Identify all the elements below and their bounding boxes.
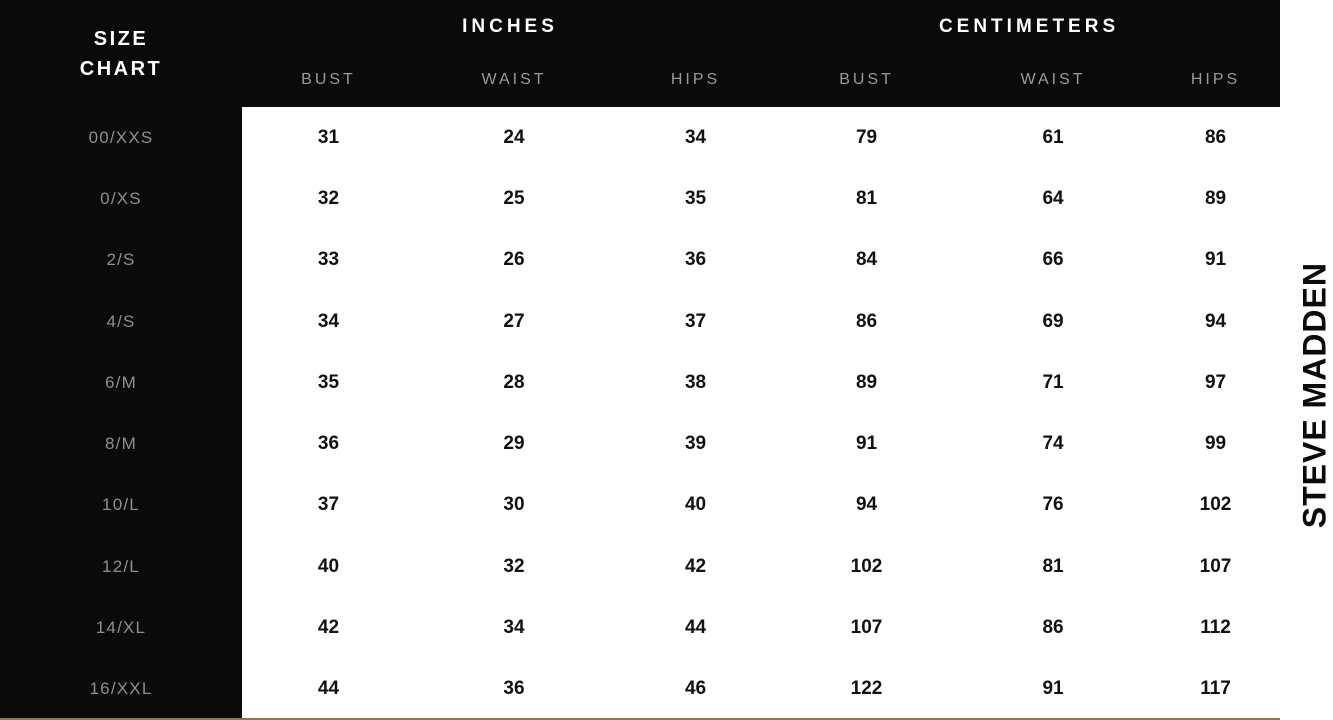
cell-value: 107 bbox=[1151, 536, 1280, 597]
cell-value: 117 bbox=[1151, 659, 1280, 720]
table-row bbox=[0, 230, 1280, 291]
cell-value: 26 bbox=[415, 230, 613, 291]
cell-value: 30 bbox=[415, 475, 613, 536]
cell-value: 34 bbox=[415, 597, 613, 658]
unit-group-centimeters: CENTIMETERS bbox=[778, 0, 1280, 53]
cell-value: 86 bbox=[955, 597, 1151, 658]
cell-value: 64 bbox=[955, 168, 1151, 229]
size-label: 6/M bbox=[0, 352, 242, 413]
cell-value: 33 bbox=[242, 230, 415, 291]
table-row bbox=[0, 168, 1280, 229]
col-header-inches-bust: BUST bbox=[242, 53, 415, 107]
cell-value: 46 bbox=[613, 659, 778, 720]
size-label: 00/XXS bbox=[0, 107, 242, 168]
cell-value: 97 bbox=[1151, 352, 1280, 413]
title-line-1: SIZE bbox=[93, 27, 149, 50]
table-row bbox=[0, 291, 1280, 352]
size-chart-title bbox=[0, 0, 242, 107]
cell-value: 37 bbox=[242, 475, 415, 536]
cell-value: 34 bbox=[242, 291, 415, 352]
size-label: 10/L bbox=[0, 475, 242, 536]
table-row bbox=[0, 352, 1280, 413]
cell-value: 91 bbox=[1151, 230, 1280, 291]
unit-header-row bbox=[0, 0, 1280, 53]
cell-value: 86 bbox=[778, 291, 955, 352]
cell-value: 38 bbox=[613, 352, 778, 413]
cell-value: 31 bbox=[242, 107, 415, 168]
cell-value: 102 bbox=[778, 536, 955, 597]
cell-value: 66 bbox=[955, 230, 1151, 291]
cell-value: 32 bbox=[415, 536, 613, 597]
cell-value: 122 bbox=[778, 659, 955, 720]
cell-value: 81 bbox=[778, 168, 955, 229]
size-label: 12/L bbox=[0, 536, 242, 597]
cell-value: 89 bbox=[778, 352, 955, 413]
table-row bbox=[0, 597, 1280, 658]
cell-value: 71 bbox=[955, 352, 1151, 413]
size-label: 0/XS bbox=[0, 168, 242, 229]
cell-value: 89 bbox=[1151, 168, 1280, 229]
col-header-inches-waist: WAIST bbox=[415, 53, 613, 107]
cell-value: 42 bbox=[613, 536, 778, 597]
col-header-cm-waist: WAIST bbox=[955, 53, 1151, 107]
col-header-inches-hips: HIPS bbox=[613, 53, 778, 107]
table-row bbox=[0, 536, 1280, 597]
cell-value: 91 bbox=[955, 659, 1151, 720]
cell-value: 29 bbox=[415, 414, 613, 475]
size-label: 8/M bbox=[0, 414, 242, 475]
cell-value: 37 bbox=[613, 291, 778, 352]
cell-value: 102 bbox=[1151, 475, 1280, 536]
cell-value: 27 bbox=[415, 291, 613, 352]
cell-value: 40 bbox=[242, 536, 415, 597]
cell-value: 35 bbox=[613, 168, 778, 229]
cell-value: 107 bbox=[778, 597, 955, 658]
cell-value: 79 bbox=[778, 107, 955, 168]
table-row bbox=[0, 659, 1280, 720]
size-label: 16/XXL bbox=[0, 659, 242, 720]
size-label: 14/XL bbox=[0, 597, 242, 658]
col-header-cm-bust: BUST bbox=[778, 53, 955, 107]
cell-value: 74 bbox=[955, 414, 1151, 475]
cell-value: 69 bbox=[955, 291, 1151, 352]
cell-value: 36 bbox=[613, 230, 778, 291]
cell-value: 94 bbox=[1151, 291, 1280, 352]
cell-value: 76 bbox=[955, 475, 1151, 536]
unit-group-inches: INCHES bbox=[242, 0, 778, 53]
size-label: 4/S bbox=[0, 291, 242, 352]
cell-value: 94 bbox=[778, 475, 955, 536]
cell-value: 42 bbox=[242, 597, 415, 658]
table-row bbox=[0, 107, 1280, 168]
cell-value: 81 bbox=[955, 536, 1151, 597]
cell-value: 24 bbox=[415, 107, 613, 168]
brand-watermark: STEVE MADDEN bbox=[1296, 262, 1332, 529]
cell-value: 99 bbox=[1151, 414, 1280, 475]
cell-value: 32 bbox=[242, 168, 415, 229]
cell-value: 39 bbox=[613, 414, 778, 475]
cell-value: 84 bbox=[778, 230, 955, 291]
col-header-cm-hips: HIPS bbox=[1151, 53, 1280, 107]
cell-value: 35 bbox=[242, 352, 415, 413]
cell-value: 28 bbox=[415, 352, 613, 413]
cell-value: 61 bbox=[955, 107, 1151, 168]
cell-value: 40 bbox=[613, 475, 778, 536]
cell-value: 44 bbox=[242, 659, 415, 720]
size-label: 2/S bbox=[0, 230, 242, 291]
table-row bbox=[0, 414, 1280, 475]
cell-value: 36 bbox=[415, 659, 613, 720]
cell-value: 34 bbox=[613, 107, 778, 168]
table-row bbox=[0, 475, 1280, 536]
cell-value: 36 bbox=[242, 414, 415, 475]
cell-value: 25 bbox=[415, 168, 613, 229]
cell-value: 86 bbox=[1151, 107, 1280, 168]
cell-value: 44 bbox=[613, 597, 778, 658]
cell-value: 112 bbox=[1151, 597, 1280, 658]
cell-value: 91 bbox=[778, 414, 955, 475]
title-line-2: CHART bbox=[79, 57, 163, 80]
